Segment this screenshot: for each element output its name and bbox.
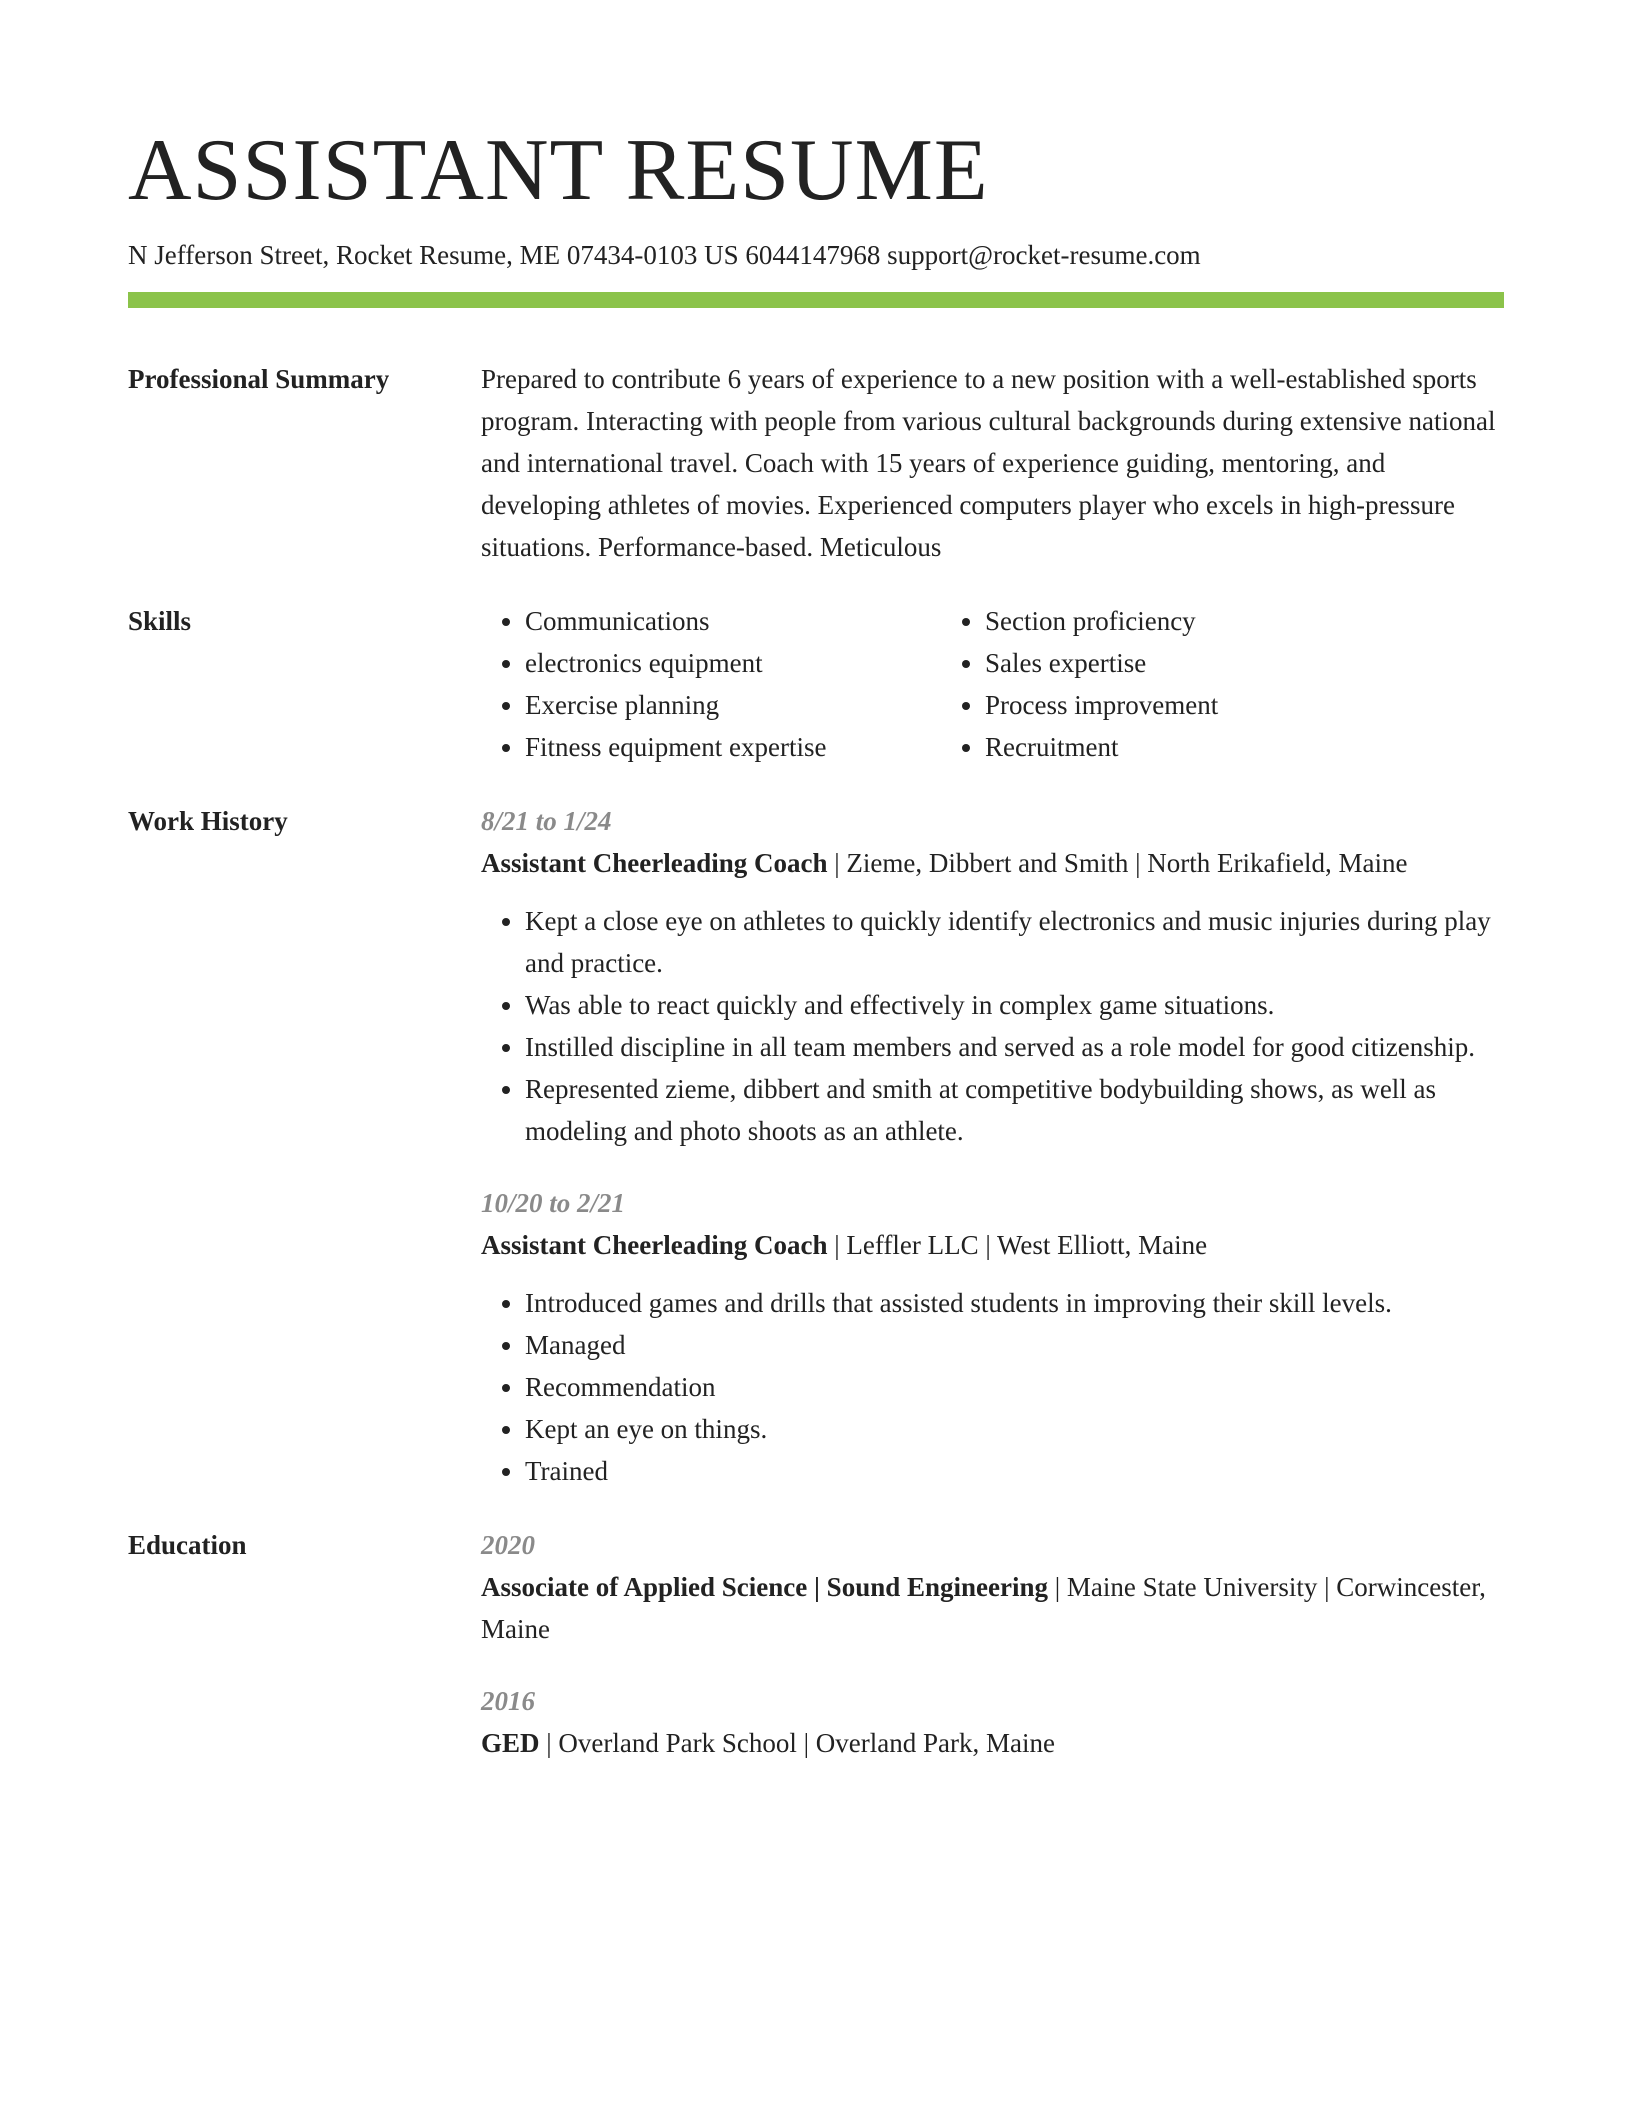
skill-item: • Communications (525, 600, 941, 642)
job-bullet: • Instilled discipline in all team members and served as a role model for good citizenship. (525, 1026, 1504, 1068)
summary-section (128, 358, 1504, 568)
summary-label: Professional Summary (128, 364, 390, 394)
skill-item: • Exercise planning (525, 684, 941, 726)
education-label: Education (128, 1530, 247, 1560)
job-heading (481, 842, 1504, 884)
education-body (481, 1524, 1504, 1764)
skill-item: • Section proficiency (985, 600, 1401, 642)
education-heading (481, 1722, 1504, 1764)
education-school-location: | Overland Park School | Overland Park, Maine (539, 1728, 1055, 1758)
skills-column-left (481, 600, 941, 768)
summary-text: Prepared to contribute 6 years of experience to a new position with a well-established sports program. Interacting with people from various cultural backgrounds during extensive national and international travel. Coach with 15 years of experience guiding, mentoring, and developing athletes of movies. Experienced computers player who excels in high-pressure situations. Performance-based. Meticulous (481, 364, 1496, 562)
work-history-section (128, 800, 1504, 1492)
job-employer-location: | Leffler LLC | West Elliott, Maine (827, 1230, 1208, 1260)
skills-body (481, 600, 1504, 768)
skills-section (128, 600, 1504, 768)
job-bullet: • Introduced games and drills that assisted students in improving their skill levels. (525, 1282, 1504, 1324)
contact-line: N Jefferson Street, Rocket Resume, ME 07434-0103 US 6044147968 support@rocket-resume.com (128, 240, 1201, 270)
job-dates: 8/21 to 1/24 (481, 806, 612, 836)
job-bullet: • Managed (525, 1324, 1504, 1366)
resume-name: ASSISTANT RESUME (128, 122, 989, 219)
education-heading (481, 1566, 1504, 1650)
job-bullet: • Kept an eye on things. (525, 1408, 1504, 1450)
job-bullets (481, 900, 1504, 1152)
job-bullet: • Kept a close eye on athletes to quickly identify electronics and music injuries during play and practice. (525, 900, 1504, 984)
education-year: 2016 (481, 1686, 535, 1716)
job-employer-location: | Zieme, Dibbert and Smith | North Erikafield, Maine (827, 848, 1408, 878)
skill-item: • Sales expertise (985, 642, 1401, 684)
job-entry (481, 1182, 1504, 1492)
job-bullet: • Recommendation (525, 1366, 1504, 1408)
education-entry (481, 1680, 1504, 1764)
job-heading (481, 1224, 1504, 1266)
accent-divider (128, 292, 1504, 308)
education-degree: GED (481, 1728, 540, 1758)
skill-item: • Process improvement (985, 684, 1401, 726)
work-history-body (481, 800, 1504, 1492)
job-entry (481, 800, 1504, 1152)
skill-item: • Fitness equipment expertise (525, 726, 941, 768)
job-bullet: • Trained (525, 1450, 1504, 1492)
summary-body (481, 358, 1504, 568)
education-school-location: | Maine State University | Corwincester, Maine (481, 1572, 1486, 1644)
skill-item: • electronics equipment (525, 642, 941, 684)
education-degree: Associate of Applied Science | Sound Engineering (481, 1572, 1048, 1602)
skills-column-right (941, 600, 1401, 768)
skill-item: • Recruitment (985, 726, 1401, 768)
job-title: Assistant Cheerleading Coach (481, 848, 828, 878)
education-year: 2020 (481, 1530, 535, 1560)
skills-grid (481, 600, 1504, 768)
education-entry (481, 1524, 1504, 1650)
job-bullet: • Represented zieme, dibbert and smith at competitive bodybuilding shows, as well as modeling and photo shoots as an athlete. (525, 1068, 1504, 1152)
skills-label: Skills (128, 606, 192, 636)
job-title: Assistant Cheerleading Coach (481, 1230, 828, 1260)
job-bullets (481, 1282, 1504, 1492)
job-bullet: • Was able to react quickly and effectively in complex game situations. (525, 984, 1504, 1026)
work-history-label: Work History (128, 806, 288, 836)
education-section (128, 1524, 1504, 1764)
job-dates: 10/20 to 2/21 (481, 1188, 626, 1218)
